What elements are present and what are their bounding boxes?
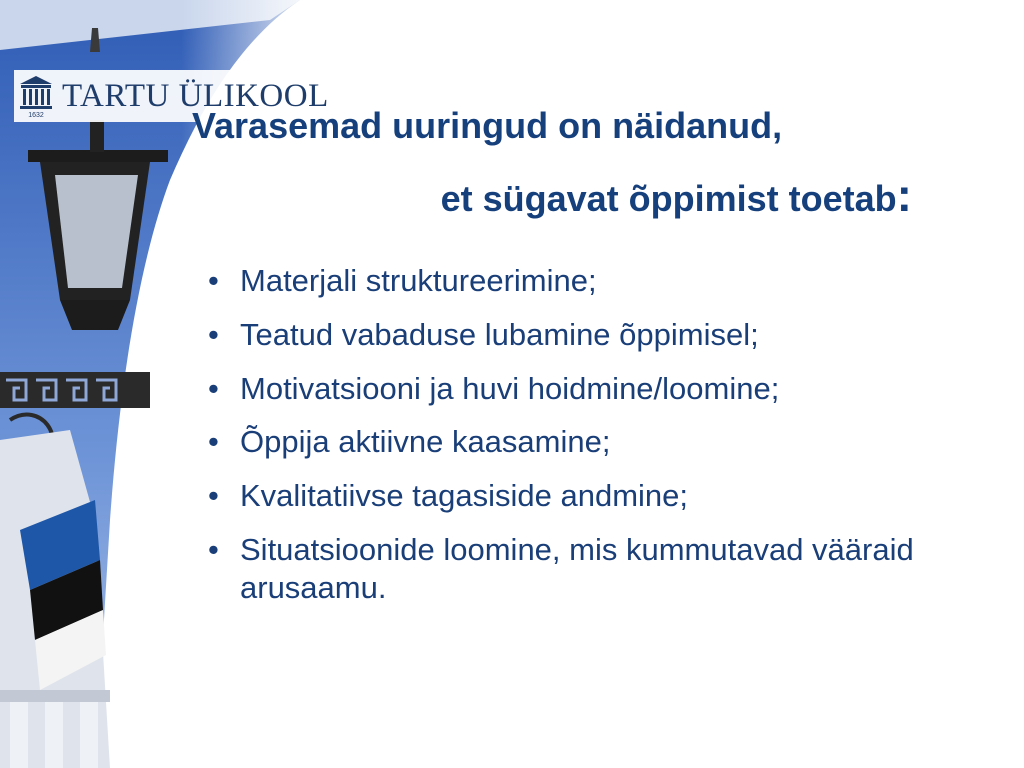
bullet-dot: • [208, 478, 219, 514]
bullet-text: Motivatsiooni ja huvi hoidmine/loomine; [240, 370, 780, 406]
bullet-text: Teatud vabaduse lubamine õppimisel; [240, 316, 759, 352]
bullet-item [208, 370, 988, 408]
bullet-item [208, 316, 988, 354]
title-line-1: Varasemad uuringud on näidanud, [192, 105, 783, 146]
bullet-item [208, 423, 988, 461]
bullet-dot: • [208, 263, 219, 298]
bullet-item [208, 531, 988, 607]
slide-title [190, 105, 950, 221]
bullet-text: Materjali struktureerimine; [240, 263, 597, 298]
logo-year: 1632 [28, 112, 44, 118]
title-colon: : [896, 169, 912, 221]
bullet-dot: • [208, 424, 219, 460]
bullet-dot: • [208, 316, 219, 352]
bullet-text: Kvalitatiivse tagasiside andmine; [240, 478, 689, 514]
university-building-icon [18, 74, 54, 118]
title-line-2-text: et sügavat õppimist toetab [440, 178, 897, 219]
bullet-text: Õppija aktiivne kaasamine; [240, 424, 611, 460]
bullet-dot: • [208, 370, 219, 406]
bullet-item [208, 262, 988, 300]
bullet-dot: • [208, 532, 219, 568]
bullet-text: Situatsioonide loomine, mis kummutavad vääraid arusaamu. [240, 532, 914, 605]
logo-text: TARTU ÜLIKOOL [62, 77, 329, 114]
title-line-2 [190, 169, 950, 221]
bullet-item [208, 477, 988, 515]
bullet-list [208, 262, 988, 623]
